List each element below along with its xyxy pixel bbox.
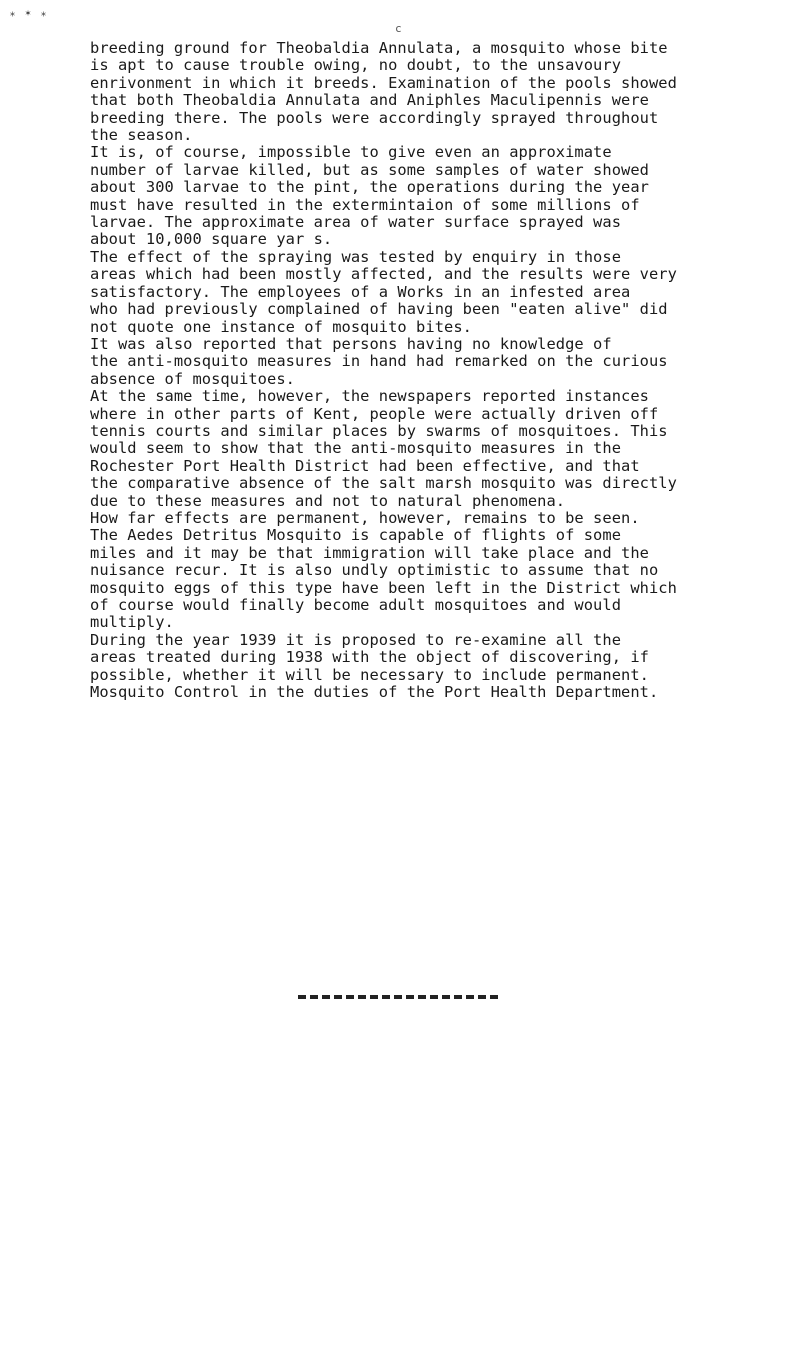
paragraph-1939-proposal: During the year 1939 it is proposed to re-examine all the areas treated during 1938 with the object of discovering, if possible, whether it will be necessary to include permanent. Mosquito Control in the duties of the Port Health Department. xyxy=(90,630,659,702)
paragraph-absence-remarked: It was also reported that persons having no knowledge of the anti-mosquito measures in hand had remarked on the curious absence of mosquitoes. xyxy=(90,334,668,388)
paragraph-larvae-killed: It is, of course, impossible to give even an approximate number of larvae killed, but as some samples of water showed about 300 larvae to the pint, the operations during the year must have resulted in the extermintaion of some millions of larvae. The approximate area of water surface sprayed was about 10,000 square yar s. xyxy=(90,143,649,249)
paragraph-newspaper-reports: At the same time, however, the newspapers reported instances where in other parts of Kent, people were actually driven off tennis courts and similar places by swarms of mosquitoes. This would seem to show that the anti-mosquito measures in the Rochester Port Health District had been effective, and that the comparative absence of the salt marsh mosquito was directly due to these measures and not to natural phenomena. xyxy=(90,387,677,510)
corner-specks: ⁎ ✶ ⁎ xyxy=(10,8,49,19)
page-indicator: c xyxy=(395,22,402,35)
end-rule xyxy=(298,995,498,999)
paragraph-permanence: How far effects are permanent, however, remains to be seen. The Aedes Detritus Mosquito is capable of flights of some miles and it may be that immigration will take place and the nuisance recur. It is also undly optimistic to assume that no mosquito eggs of this type have been left in the District which of course would finally become adult mosquitoes and would multiply. xyxy=(90,508,677,632)
paragraph-spraying-effect: The effect of the spraying was tested by enquiry in those areas which had been mostly affected, and the results were very satisfactory. The employees of a Works in an infested area who had previously complained of having been "eaten alive" did not quote one instance of mosquito bites. xyxy=(90,247,677,336)
body-text xyxy=(90,40,750,701)
paragraph-breeding-ground: breeding ground for Theobaldia Annulata, a mosquito whose bite is apt to cause trouble owing, no doubt, to the unsavoury enrivonment in which it breeds. Examination of the pools showed that both Theobaldia Annulata and Aniphles Maculipennis were breeding there. The pools were accordingly sprayed throughout the season. xyxy=(90,39,677,145)
